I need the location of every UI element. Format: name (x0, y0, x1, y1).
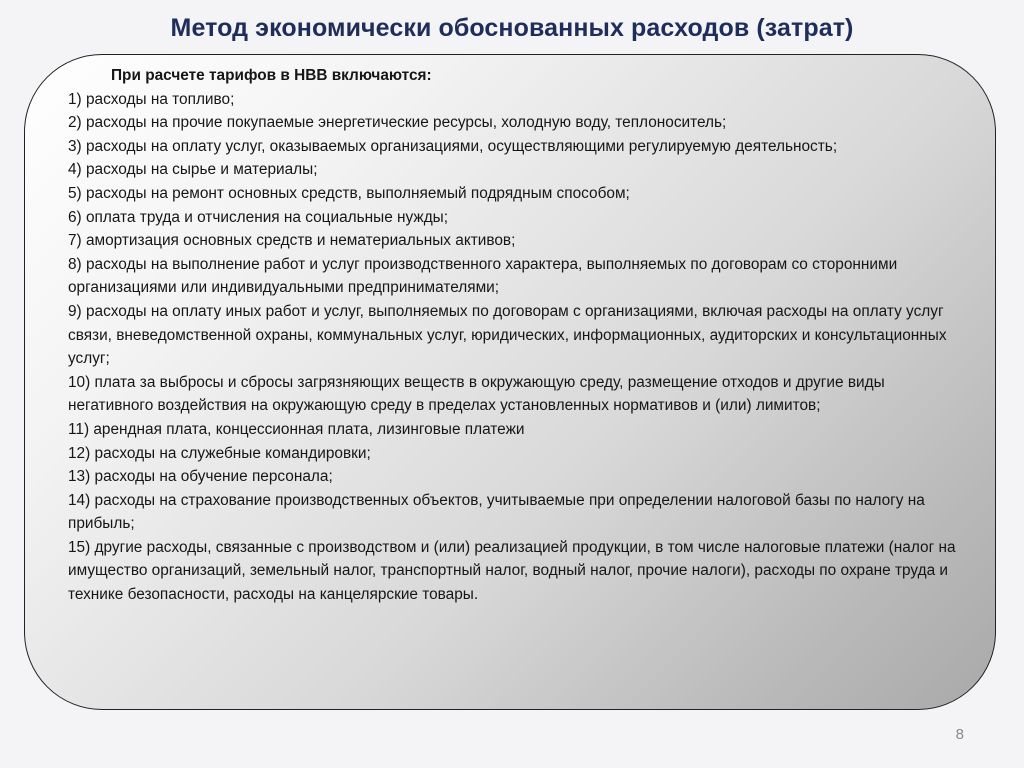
list-heading: При расчете тарифов в НВВ включаются: (111, 67, 432, 84)
list-item-12: 12) расходы на служебные командировки; (68, 444, 371, 462)
list-item-13: 13) расходы на обучение персонала; (68, 468, 333, 486)
list-item-11: 11) арендная плата, концессионная плата, лизинговые платежи (68, 420, 525, 438)
list-item-10: 10) плата за выбросы и сбросы загрязняющих веществ в окружающую среду, размещение отходов и другие виды негативного воздействия на окружающую среду в пределах установленных нормативов и (или) лимитов; (68, 373, 885, 415)
list-item-9: 9) расходы на оплату иных работ и услуг, выполняемых по договорам с организациями, включая расходы на оплату услуг связи, вневедомственной охраны, коммунальных услуг, юридических, информационных, аудиторских и консультационных услуг; (68, 302, 947, 368)
expense-list (68, 64, 958, 607)
list-item-2: 2) расходы на прочие покупаемые энергетические ресурсы, холодную воду, теплоноситель; (68, 114, 727, 132)
list-item-3: 3) расходы на оплату услуг, оказываемых организациями, осуществляющими регулируемую деятельность; (68, 137, 838, 155)
list-item-15: 15) другие расходы, связанные с производством и (или) реализацией продукции, в том числе налоговые платежи (налог на имущество организаций, земельный налог, транспортный налог, водный налог, прочие налоги), расходы по охране труда и технике безопасности, расходы на канцелярские товары. (68, 538, 956, 604)
slide-title: Метод экономически обоснованных расходов (затрат) (170, 14, 854, 42)
list-item-7: 7) амортизация основных средств и нематериальных активов; (68, 232, 516, 250)
list-item-4: 4) расходы на сырье и материалы; (68, 161, 318, 179)
list-item-1: 1) расходы на топливо; (68, 90, 235, 108)
list-item-6: 6) оплата труда и отчисления на социальные нужды; (68, 208, 449, 226)
page-number: 8 (955, 726, 964, 743)
list-item-14: 14) расходы на страхование производственных объектов, учитываемые при определении налоговой базы по налогу на прибыль; (68, 491, 925, 533)
list-item-5: 5) расходы на ремонт основных средств, выполняемый подрядным способом; (68, 184, 630, 202)
list-item-8: 8) расходы на выполнение работ и услуг производственного характера, выполняемых по договорам со сторонними организациями или индивидуальными предпринимателями; (68, 255, 898, 297)
